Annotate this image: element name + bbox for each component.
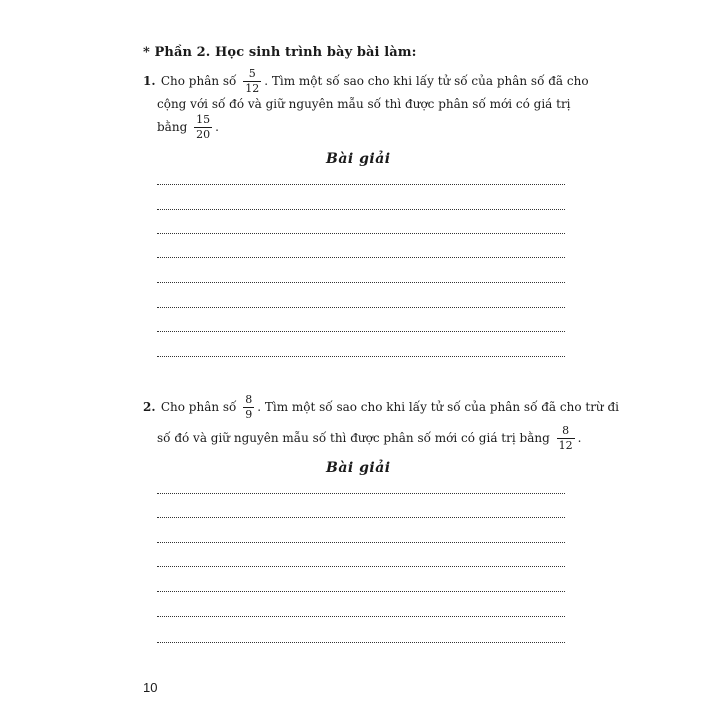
answer-line [157, 184, 565, 185]
problem-1-fraction-a [243, 68, 261, 95]
answer-line [157, 616, 565, 617]
problem-1-line-3-text: bằng [157, 120, 188, 134]
problem-2-fraction-a [243, 394, 254, 421]
problem-1-text-start: Cho phân số [160, 74, 237, 88]
answer-line [157, 591, 565, 592]
fraction-denominator: 12 [558, 439, 573, 452]
problem-1-number: 1. [143, 74, 156, 88]
fraction-numerator: 15 [196, 113, 211, 126]
problem-2-line-1 [143, 394, 619, 421]
problem-2-line-2-text: số đó và giữ nguyên mẫu số thì được phân số mới có giá trị bằng [157, 431, 550, 445]
answer-line [157, 356, 565, 357]
answer-line [157, 566, 565, 567]
fraction-denominator: 9 [245, 408, 253, 421]
problem-1-fraction-b [194, 114, 212, 141]
answer-line [157, 209, 565, 210]
problem-2-number: 2. [143, 400, 156, 414]
problem-2-solution-heading: Bài giải [326, 460, 391, 476]
answer-line [157, 517, 565, 518]
problem-1-period: . [215, 120, 219, 134]
answer-line [157, 542, 565, 543]
fraction-numerator: 8 [245, 393, 253, 406]
section-title: * Phần 2. Học sinh trình bày bài làm: [143, 45, 417, 60]
problem-2-period: . [577, 431, 582, 445]
problem-1-line-3 [157, 114, 219, 141]
answer-line [157, 307, 565, 308]
problem-2-line-2 [157, 425, 581, 452]
problem-2-fraction-b [557, 425, 575, 452]
problem-1-line-2: cộng với số đó và giữ nguyên mẫu số thì được phân số mới có giá trị [157, 97, 571, 111]
problem-1-solution-heading: Bài giải [326, 151, 391, 167]
answer-line [157, 257, 565, 258]
page-number: 10 [143, 680, 158, 695]
answer-line [157, 331, 565, 332]
problem-1-line-1 [143, 68, 589, 95]
fraction-denominator: 20 [196, 128, 211, 141]
answer-line [157, 233, 565, 234]
problem-2-text-start: Cho phân số [160, 400, 237, 414]
answer-line [157, 282, 565, 283]
fraction-numerator: 5 [243, 68, 261, 82]
answer-line [157, 642, 565, 643]
fraction-denominator: 12 [245, 82, 260, 95]
answer-line [157, 493, 565, 494]
problem-2-text-end: . Tìm một số sao cho khi lấy tử số của phân số đã cho trừ đi [257, 400, 619, 414]
fraction-numerator: 8 [557, 425, 575, 439]
problem-1-text-end: . Tìm một số sao cho khi lấy tử số của phân số đã cho [264, 74, 589, 88]
